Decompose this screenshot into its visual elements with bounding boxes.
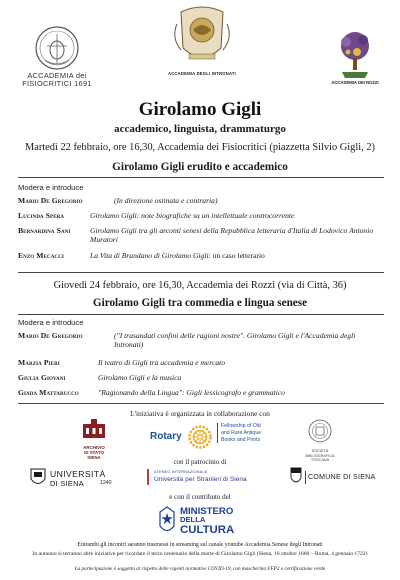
event2-divider (18, 314, 384, 315)
event1-title: Girolamo Gigli erudito e accademico (112, 161, 288, 173)
speaker-name: Enzo Mecacci (18, 251, 64, 260)
archivio-line2: DI STATO (84, 450, 104, 455)
intronati-caption: ACCADEMIA DEGLI INTRONATI (167, 71, 237, 76)
talk-topic-suffix: : un caso letterario (208, 251, 265, 260)
talk-topic-name: Girolamo Gigli (161, 251, 209, 260)
archivio-line3: SIENA (87, 455, 101, 460)
unisi-line2: DI SIENA (50, 479, 85, 488)
talk-topic: "Ragionando della Lingua": Gigli lessicografo e grammatico (98, 388, 285, 397)
ministero-line2: DELLA (180, 515, 206, 524)
stranieri-bar (147, 469, 149, 485)
speaker-name: Bernardina Sani (18, 226, 71, 235)
event1-modera-label: Modera e introduce (18, 183, 84, 192)
speaker-name: Marzia Pieri (18, 358, 60, 367)
poster-title: Girolamo Gigli (138, 99, 262, 120)
rotary-fellowship-line1: Fellowship of Old (221, 423, 261, 429)
fisiocritici-logo (16, 24, 98, 88)
unisi-line1: UNIVERSITÀ (50, 469, 106, 479)
stranieri-logo (144, 467, 258, 489)
contributo-text: e con il contributo del (169, 493, 231, 501)
rozzi-caption: ACCADEMIA DEI ROZZI (331, 80, 379, 85)
footer-streaming-note: Entrambi gli incontri saranno trasmessi in streaming sul canale youtube Accademia Senese degli Intronati (77, 542, 323, 548)
stranieri-line1: ATENEO INTERNAZIONALE (154, 470, 208, 474)
stranieri-line2: Università per Stranieri di Siena (154, 476, 247, 483)
ministero-line3: CULTURA (180, 524, 235, 536)
unisi-year: 1240 (100, 480, 112, 486)
talk-topic: Girolamo Gigli e la musica (98, 373, 182, 382)
comune-name: COMUNE DI SIENA (308, 474, 376, 481)
speaker-name: Giulia Giovani (18, 373, 66, 382)
footer-autumn-note: In autunno si terranno altre iniziative per ricordare il terzo centenario della morte di Girolamo Gigli (Siena, 16 ottobre 1660 – Roma, 4 gennaio 1722) (32, 551, 368, 557)
speaker-name: Mario De Gregorio (18, 331, 83, 340)
talk-topic: Girolamo Gigli: note biografiche su un intellettuale controcorrente (90, 211, 295, 220)
event2-title: Girolamo Gigli tra commedia e lingua senese (92, 297, 308, 309)
talk-topic (90, 251, 390, 260)
archivio-line1: ARCHIVIO (83, 445, 105, 450)
speaker-name: Giada Mattarucco (18, 388, 79, 397)
collaboration-text: L'iniziativa è organizzata in collaborazione con (130, 409, 270, 418)
fisiocritici-name-line2: FISIOCRITICI 1691 (22, 79, 92, 88)
biblioteca-logo (300, 418, 340, 463)
rozzi-logo (322, 28, 388, 85)
archivio-logo (74, 418, 114, 460)
ministero-line1: MINISTERO (180, 506, 234, 517)
talk-topic: ("I trasandati confini delle ragioni nostre". Girolamo Gigli e l'Accademia degli Intronati) (114, 331, 356, 349)
partners-divider (18, 403, 384, 404)
biblioteca-line1: SOCIETÀ BIBLIOGRAFICA (305, 449, 335, 458)
rotary-fellowship-text (217, 423, 303, 443)
event1-date-location: Martedì 22 febbraio, ore 16,30, Accademia dei Fisiocritici (piazzetta Silvio Gigli, 2) (24, 142, 375, 153)
talk-topic-prefix: La Vita di Brandano di (90, 251, 162, 260)
poster-subtitle: accademico, linguista, drammaturgo (114, 123, 286, 135)
intronati-logo (160, 4, 244, 76)
ministero-emblem-icon (158, 506, 176, 536)
archivio-building-icon (79, 418, 109, 440)
speaker-name: Lucinda Spera (18, 211, 65, 220)
comune-logo (290, 466, 380, 488)
footer-covid-note: La partecipazione è soggetta al rispetto delle vigenti normative COVID-19, con mascherina FFP2 e certificazione verde (74, 566, 326, 572)
ministero-logo (158, 504, 250, 538)
events-divider (18, 272, 384, 273)
rotary-fellowship-line3: Books and Prints (221, 436, 261, 443)
rotary-fellowship-line2: and Rare Antique (221, 429, 262, 436)
rotary-wheel-icon (188, 425, 212, 449)
patrocinio-text: con il patrocinio di (173, 458, 227, 466)
event1-divider (18, 177, 384, 178)
unisi-logo (30, 466, 126, 490)
fisiocritici-name-line1: ACCADEMIA dei (27, 71, 87, 80)
biblioteca-line2: TOSCANA (310, 458, 330, 463)
rotary-logo (150, 421, 300, 455)
talk-topic: Il teatro di Gigli tra accademia e mercato (98, 358, 226, 367)
event2-modera-label: Modera e introduce (18, 318, 84, 327)
biblioteca-seal-icon (307, 418, 333, 444)
talk-topic: (In direzione ostinata e contraria) (114, 196, 218, 205)
fisiocritici-emblem-icon (33, 24, 81, 72)
talk-topic: Girolamo Gigli tra gli arconti senesi della Repubblica letteraria d'Italia di Lodovico Antonio Muratori (90, 226, 374, 244)
event2-date-location: Giovedì 24 febbraio, ore 16,30, Accademia dei Rozzi (via di Città, 36) (53, 280, 347, 291)
rotary-word: Rotary (150, 431, 182, 442)
comune-separator (305, 471, 306, 484)
unisi-shield-icon (30, 468, 46, 488)
speaker-name: Mario De Gregorio (18, 196, 83, 205)
intronati-crest-icon (171, 4, 233, 70)
rozzi-tree-icon (332, 28, 378, 80)
comune-shield-icon (290, 466, 302, 486)
